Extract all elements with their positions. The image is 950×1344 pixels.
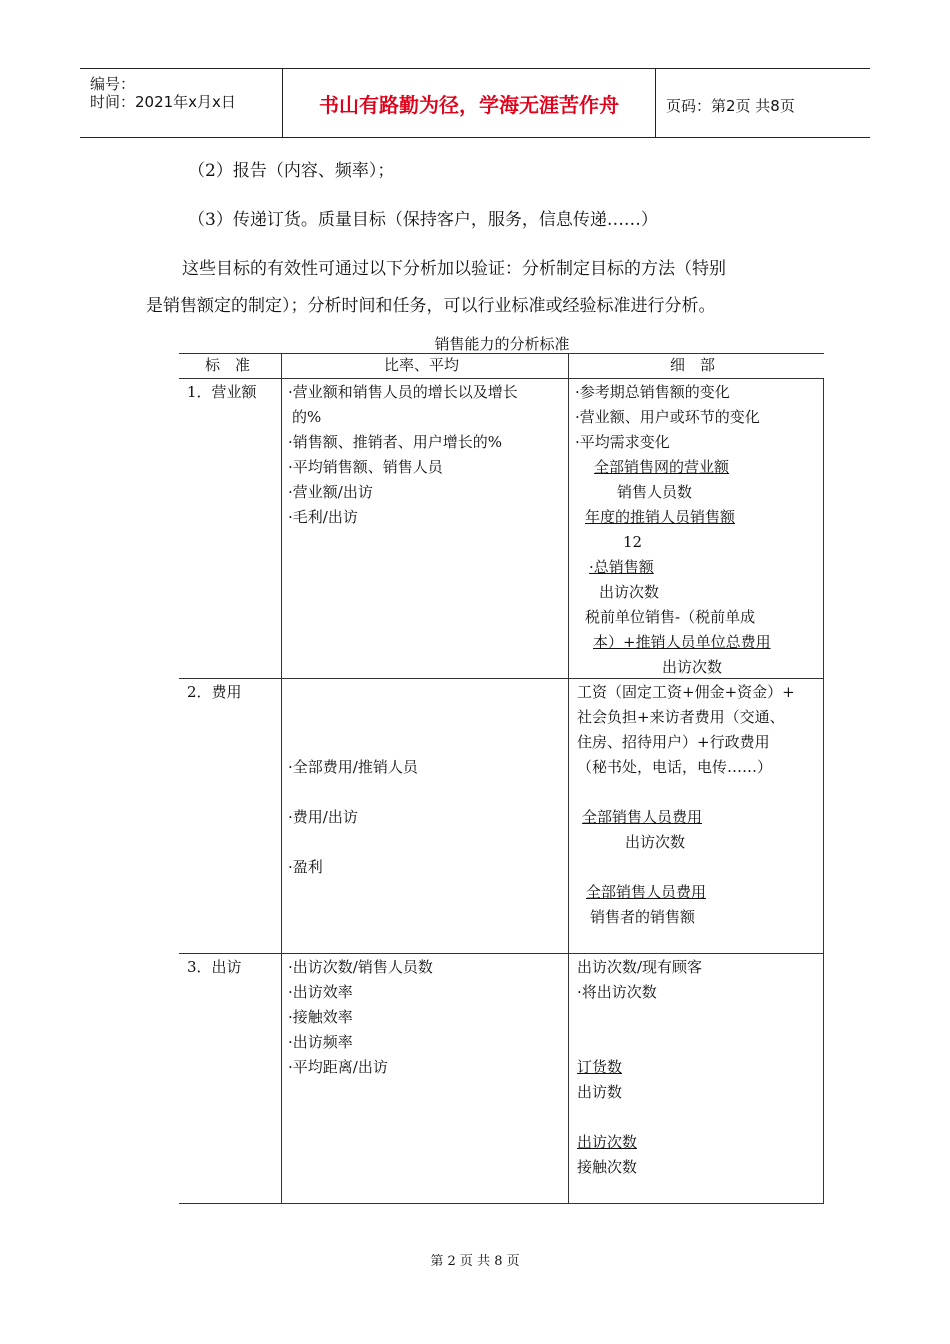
row3-detail-4: 出访数 (577, 1083, 623, 1101)
row1-detail-9: 出访次数 (599, 583, 660, 601)
page-footer: 第 2 页 共 8 页 (430, 1254, 520, 1269)
header-motto: 书山有路勤为径，学海无涯苦作舟 (283, 69, 656, 137)
row1-detail-2: ·营业额、用户或环节的变化 (575, 408, 760, 426)
row3-detail-3: 订货数 (577, 1058, 623, 1076)
header-detail: 细 部 (670, 356, 716, 374)
row3-detail-1: 出访次数/现有顾客 (577, 958, 703, 976)
row3-ratio-5: ·平均距离/出访 (288, 1058, 388, 1076)
row1-ratio-2: 的% (292, 408, 322, 426)
row2-detail-4: （秘书处，电话，电传……） (577, 758, 773, 776)
row2-ratio-3: ·盈利 (288, 858, 323, 876)
row2-detail-1: 工资（固定工资+佣金+资金）+ (577, 683, 795, 701)
row1-detail-6: 年度的推销人员销售额 (585, 508, 736, 526)
table-rule-bottom (179, 1203, 824, 1204)
row2-ratio-2: ·费用/出访 (288, 808, 358, 826)
document-header (80, 68, 870, 138)
table-right-border (823, 378, 824, 1203)
number-label: 编号： (90, 75, 136, 93)
row1-ratio-3: ·销售额、推销者、用户增长的% (288, 433, 503, 451)
row1-ratio-1: ·营业额和销售人员的增长以及增长 (288, 383, 518, 401)
row2-detail-8: 销售者的销售额 (590, 908, 696, 926)
list-item-3: （3）传递订货。质量目标（保持客户，服务，信息传递……） (188, 210, 658, 230)
row1-detail-12: 出访次数 (662, 658, 723, 676)
list-item-2: （2）报告（内容、频率）； (188, 161, 395, 181)
row2-detail-2: 社会负担+来访者费用（交通、 (577, 708, 785, 726)
paragraph-line-2: 是销售额定的制定）；分析时间和任务，可以行业标准或经验标准进行分析。 (146, 296, 716, 316)
table-col-divider-2 (568, 353, 569, 1203)
row2-ratio-1: ·全部费用/推销人员 (288, 758, 418, 776)
table-rule-row2 (179, 953, 824, 954)
table-title: 销售能力的分析标准 (434, 335, 570, 353)
row2-detail-6: 出访次数 (625, 833, 686, 851)
row3-ratio-1: ·出访次数/销售人员数 (288, 958, 433, 976)
row1-ratio-6: ·毛利/出访 (288, 508, 358, 526)
header-ratio: 比率、平均 (384, 356, 460, 374)
row1-detail-1: ·参考期总销售额的变化 (575, 383, 730, 401)
row1-detail-4: 全部销售网的营业额 (594, 458, 730, 476)
row2-detail-7: 全部销售人员费用 (586, 883, 707, 901)
row3-ratio-4: ·出访频率 (288, 1033, 353, 1051)
row1-detail-8: ·总销售额 (589, 558, 654, 576)
row2-standard: 2．费用 (187, 683, 242, 701)
header-meta (80, 69, 283, 137)
table-rule-row1 (179, 678, 824, 679)
paragraph-line-1: 这些目标的有效性可通过以下分析加以验证：分析制定目标的方法（特别 (182, 259, 726, 279)
row1-detail-5: 销售人员数 (617, 483, 693, 501)
table-rule-top (179, 353, 824, 354)
row3-ratio-3: ·接触效率 (288, 1008, 353, 1026)
row1-ratio-4: ·平均销售额、销售人员 (288, 458, 443, 476)
table-col-divider-1 (281, 353, 282, 1203)
row1-ratio-5: ·营业额/出访 (288, 483, 373, 501)
table-rule-header (179, 378, 824, 379)
row1-detail-11: 本）+推销人员单位总费用 (593, 633, 771, 651)
row1-detail-7: 12 (623, 533, 643, 551)
time-label: 时间：2021年x月x日 (90, 93, 236, 111)
header-standard: 标 准 (205, 356, 251, 374)
row3-ratio-2: ·出访效率 (288, 983, 353, 1001)
row1-detail-10: 税前单位销售-（税前单成 (585, 608, 756, 626)
row2-detail-5: 全部销售人员费用 (582, 808, 703, 826)
row1-standard: 1．营业额 (187, 383, 257, 401)
row3-detail-5: 出访次数 (577, 1133, 638, 1151)
row2-detail-3: 住房、招待用户）+行政费用 (577, 733, 770, 751)
row3-detail-2: ·将出访次数 (577, 983, 657, 1001)
row3-standard: 3．出访 (187, 958, 242, 976)
row3-detail-6: 接触次数 (577, 1158, 638, 1176)
header-page-label: 页码：第2页 共8页 (666, 97, 795, 115)
row1-detail-3: ·平均需求变化 (575, 433, 670, 451)
